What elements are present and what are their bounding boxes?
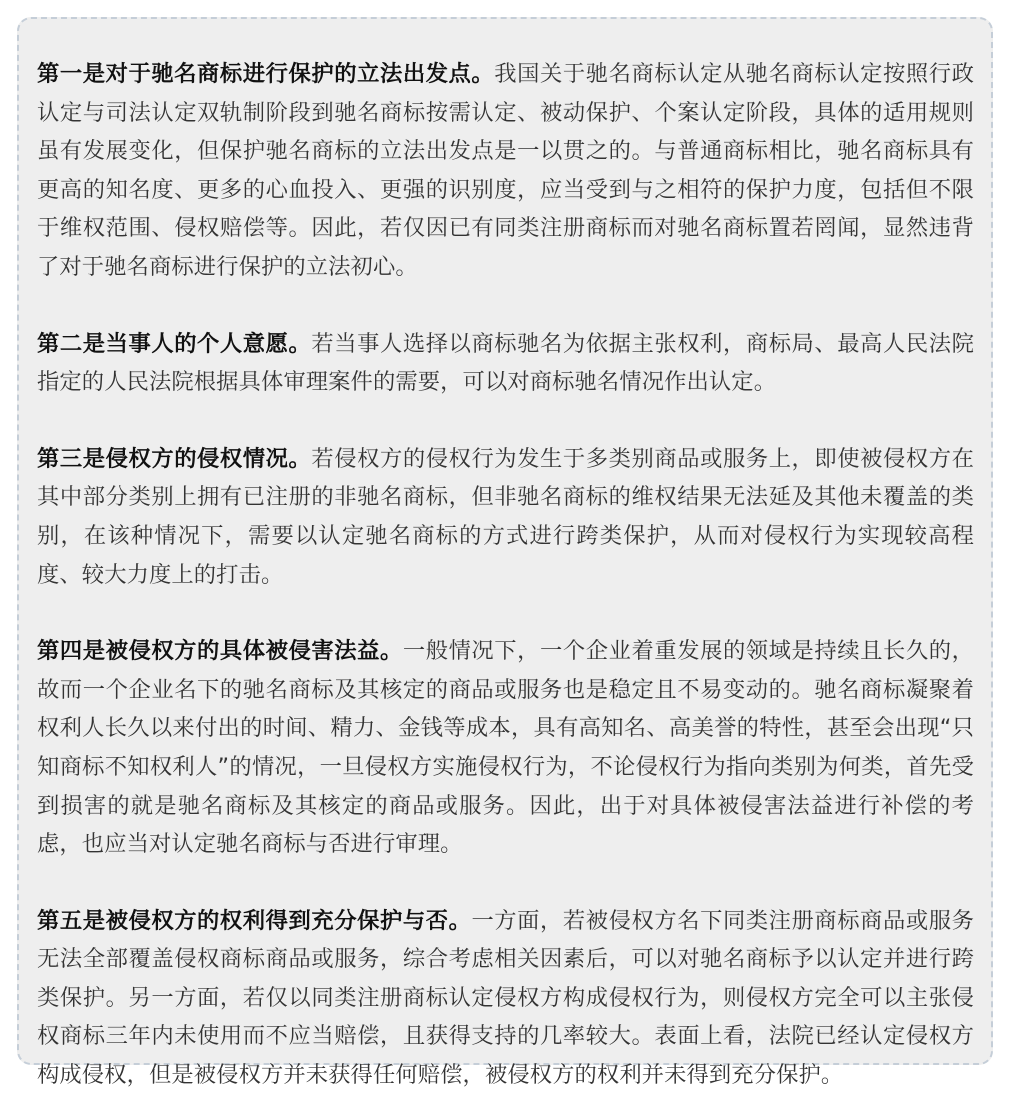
paragraph-2-heading: 第二是当事人的个人意愿。 xyxy=(37,330,312,357)
paragraph-3-body: 若侵权方的侵权行为发生于多类别商品或服务上，即使被侵权方在其中部分类别上拥有已注册的非驰名商标，但非驰名商标的维权结果无法延及其他未覆盖的类别，在该种情况下，需要以认定驰名商标的方式进行跨类保护，从而对侵权行为实现较高程度、较大力度上的打击。 xyxy=(37,445,975,588)
paragraph-5 xyxy=(37,902,974,1095)
paragraph-2 xyxy=(37,325,974,402)
article-card xyxy=(17,17,993,1089)
paragraph-3-heading: 第三是侵权方的侵权情况。 xyxy=(37,445,312,472)
paragraph-4-body: 一般情况下，一个企业着重发展的领域是持续且长久的，故而一个企业名下的驰名商标及其核定的商品或服务也是稳定且不易变动的。驰名商标凝聚着权利人长久以来付出的时间、精力、金钱等成本，具有高知名、高美誉的特性，甚至会出现“只知商标不知权利人”的情况，一旦侵权方实施侵权行为，不论侵权行为指向类别为何类，首先受到损害的就是驰名商标及其核定的商品或服务。因此，出于对具体被侵害法益进行补偿的考虑，也应当对认定驰名商标与否进行审理。 xyxy=(37,638,974,858)
paragraph-1-heading: 第一是对于驰名商标进行保护的立法出发点。 xyxy=(37,61,495,87)
paragraph-1-body: 我国关于驰名商标认定从驰名商标认定按照行政认定与司法认定双轨制阶段到驰名商标按需认定、被动保护、个案认定阶段，具体的适用规则虽有发展变化，但保护驰名商标的立法出发点是一以贯之的。与普通商标相比，驰名商标具有更高的知名度、更多的心血投入、更强的识别度，应当受到与之相符的保护力度，包括但不限于维权范围、侵权赔偿等。因此，若仅因已有同类注册商标而对驰名商标置若罔闻，显然违背了对于驰名商标进行保护的立法初心。 xyxy=(37,61,974,280)
paragraph-5-body: 一方面，若被侵权方名下同类注册商标商品或服务无法全部覆盖侵权商标商品或服务，综合考虑相关因素后，可以对驰名商标予以认定并进行跨类保护。另一方面，若仅以同类注册商标认定侵权方构成侵权行为，则侵权方完全可以主张侵权商标三年内未使用而不应当赔偿，且获得支持的几率较大。表面上看，法院已经认定侵权方构成侵权，但是被侵权方并未获得任何赔偿，被侵权方的权利并未得到充分保护。 xyxy=(37,907,974,1089)
paragraph-3 xyxy=(37,440,974,594)
paragraph-5-heading: 第五是被侵权方的权利得到充分保护与否。 xyxy=(37,907,472,934)
paragraph-2-body: 若当事人选择以商标驰名为依据主张权利，商标局、最高人民法院指定的人民法院根据具体审理案件的需要，可以对商标驰名情况作出认定。 xyxy=(37,330,975,396)
paragraph-4 xyxy=(37,632,974,864)
paragraph-4-heading: 第四是被侵权方的具体被侵害法益。 xyxy=(37,638,403,665)
paragraph-1 xyxy=(37,55,974,287)
